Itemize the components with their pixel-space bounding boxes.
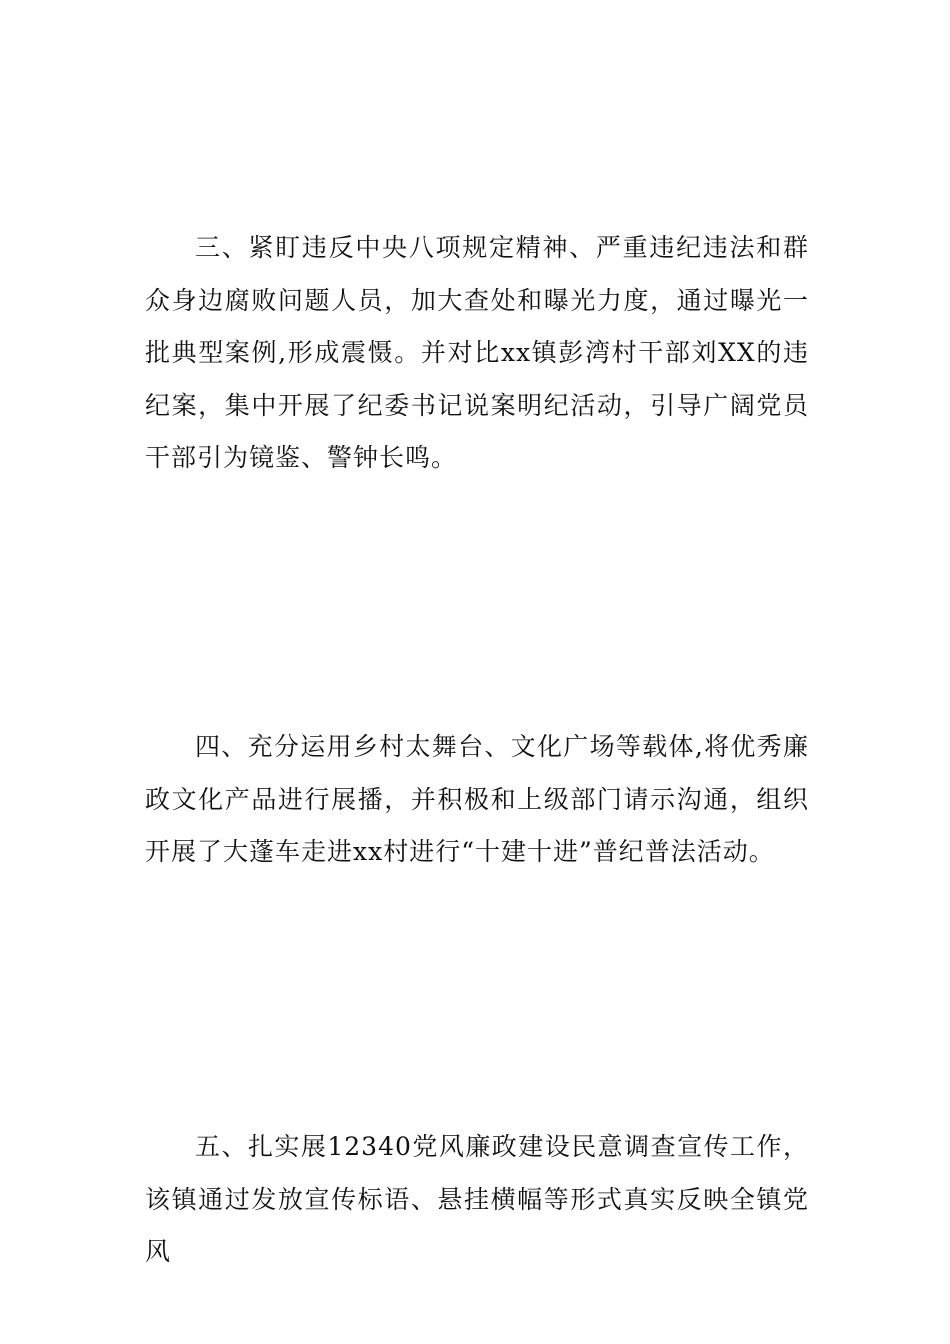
paragraph-section-five: 五、扎实展12340党风廉政建设民意调查宣传工作，该镇通过发放宣传标语、悬挂横幅等形式真实反映全镇党风 [145,1132,809,1266]
paragraph-section-four: 四、充分运用乡村太舞台、文化广场等载体,将优秀廉政文化产品进行展播，并积极和上级部门请示沟通，组织开展了大蓬车走进xx村进行“十建十进”普纪普法活动。 [145,732,809,866]
paragraph-section-three: 三、紧盯违反中央八项规定精神、严重违纪违法和群众身边腐败问题人员，加大查处和曝光力度，通过曝光一批典型案例,形成震慑。并对比xx镇彭湾村干部刘XX的违纪案，集中开展了纪委书记说案明纪活动，引导广阔党员干部引为镜鉴、警钟长鸣。 [145,233,809,472]
